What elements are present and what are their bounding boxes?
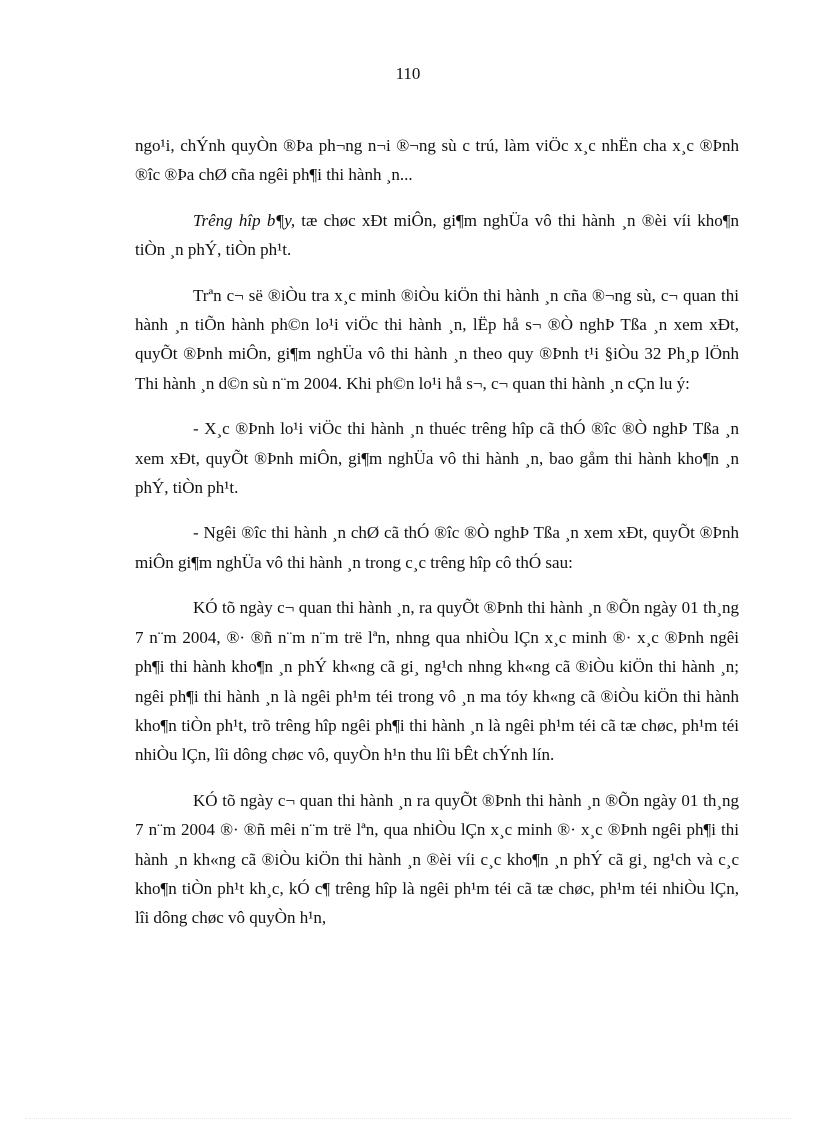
page-number: 110 <box>395 64 421 83</box>
paragraph-5: - Ngêi ®îc thi hành ¸n chØ cã thÓ ®îc ®Ò nghÞ Tßa ¸n xem xÐt, quyÕt ®Þnh miÔn gi¶m nghÜa vô thi hành ¸n trong c¸c trêng hîp cô thÓ sau: <box>135 523 739 572</box>
page-bottom-divider <box>25 1118 791 1119</box>
paragraph-4: - X¸c ®Þnh lo¹i viÖc thi hành ¸n thuéc trêng hîp cã thÓ ®îc ®Ò nghÞ Tßa ¸n xem xÐt, quyÕt ®Þnh miÔn, gi¶m nghÜa vô thi hành ¸n, bao gåm thi hành kho¶n ¸n phÝ, tiÒn ph¹t. <box>135 419 739 498</box>
paragraph-6: KÓ tõ ngày c¬ quan thi hành ¸n, ra quyÕt ®Þnh thi hành ¸n ®Õn ngày 01 th¸ng 7 n¨m 2004, ®· ®ñ n¨m n¨m trë lªn, nhng qua nhiÒu lÇn x¸c minh ®· x¸c ®Þnh ngêi ph¶i thi hành kho¶n ¸n phÝ kh«ng cã gi¸ ng¹ch nhng kh«ng cã ®iÒu kiÖn thi hành ¸n; ngêi ph¶i thi hành ¸n là ngêi ph¹m téi trong vô ¸n ma tóy kh«ng cã ®iÒu kiÖn thi hành kho¶n tiÒn ph¹t, trõ trêng hîp ngêi ph¶i thi hành ¸n là ngêi ph¹m téi cã tæ chøc, ph¹m téi nhiÒu lÇn, lîi dông chøc vô, quyÒn h¹n thu lîi bÊt chÝnh lín. <box>135 598 739 765</box>
paragraph-7: KÓ tõ ngày c¬ quan thi hành ¸n ra quyÕt ®Þnh thi hành ¸n ®Õn ngày 01 th¸ng 7 n¨m 2004 ®· ®ñ mêi n¨m trë lªn, qua nhiÒu lÇn x¸c minh ®· x¸c ®Þnh ngêi ph¶i thi hành ¸n kh«ng cã ®iÒu kiÖn thi hành ¸n ®èi víi c¸c kho¶n ¸n phÝ cã gi¸ ng¹ch và c¸c kho¶n tiÒn ph¹t kh¸c, kÓ c¶ trêng hîp là ngêi ph¹m téi cã tæ chøc, ph¹m téi nhiÒu lÇn, lîi dông chøc vô quyÒn h¹n, <box>135 790 739 928</box>
body-text <box>135 131 739 949</box>
paragraph-1: ngo¹i, chÝnh quyÒn ®Þa ph¬ng n¬i ®¬ng sù c trú, làm viÖc x¸c nhËn cha x¸c ®Þnh ®îc ®Þa chØ cña ngêi ph¶i thi hành ¸n... <box>135 136 739 185</box>
paragraph-2 <box>135 206 739 265</box>
paragraph-2-body: tæ chøc xÐt miÔn, gi¶m nghÜa vô thi hành ¸n ®èi víi kho¶n tiÒn ¸n phÝ, tiÒn ph¹t. <box>135 210 739 260</box>
paragraph-2-italic-lead: Trêng hîp b¶y, <box>193 210 296 230</box>
paragraph-3: Trªn c¬ së ®iÒu tra x¸c minh ®iÒu kiÖn thi hành ¸n cña ®¬ng sù, c¬ quan thi hành ¸n tiÕn hành ph©n lo¹i viÖc thi hành ¸n, lËp hå s¬ ®Ò nghÞ Tßa ¸n xem xÐt, quyÕt ®Þnh miÔn, gi¶m nghÜa vô thi hành ¸n theo quy ®Þnh t¹i §iÒu 32 Ph¸p lÖnh Thi hành ¸n d©n sù n¨m 2004. Khi ph©n lo¹i hå s¬, c¬ quan thi hành ¸n cÇn lu ý: <box>135 285 739 393</box>
